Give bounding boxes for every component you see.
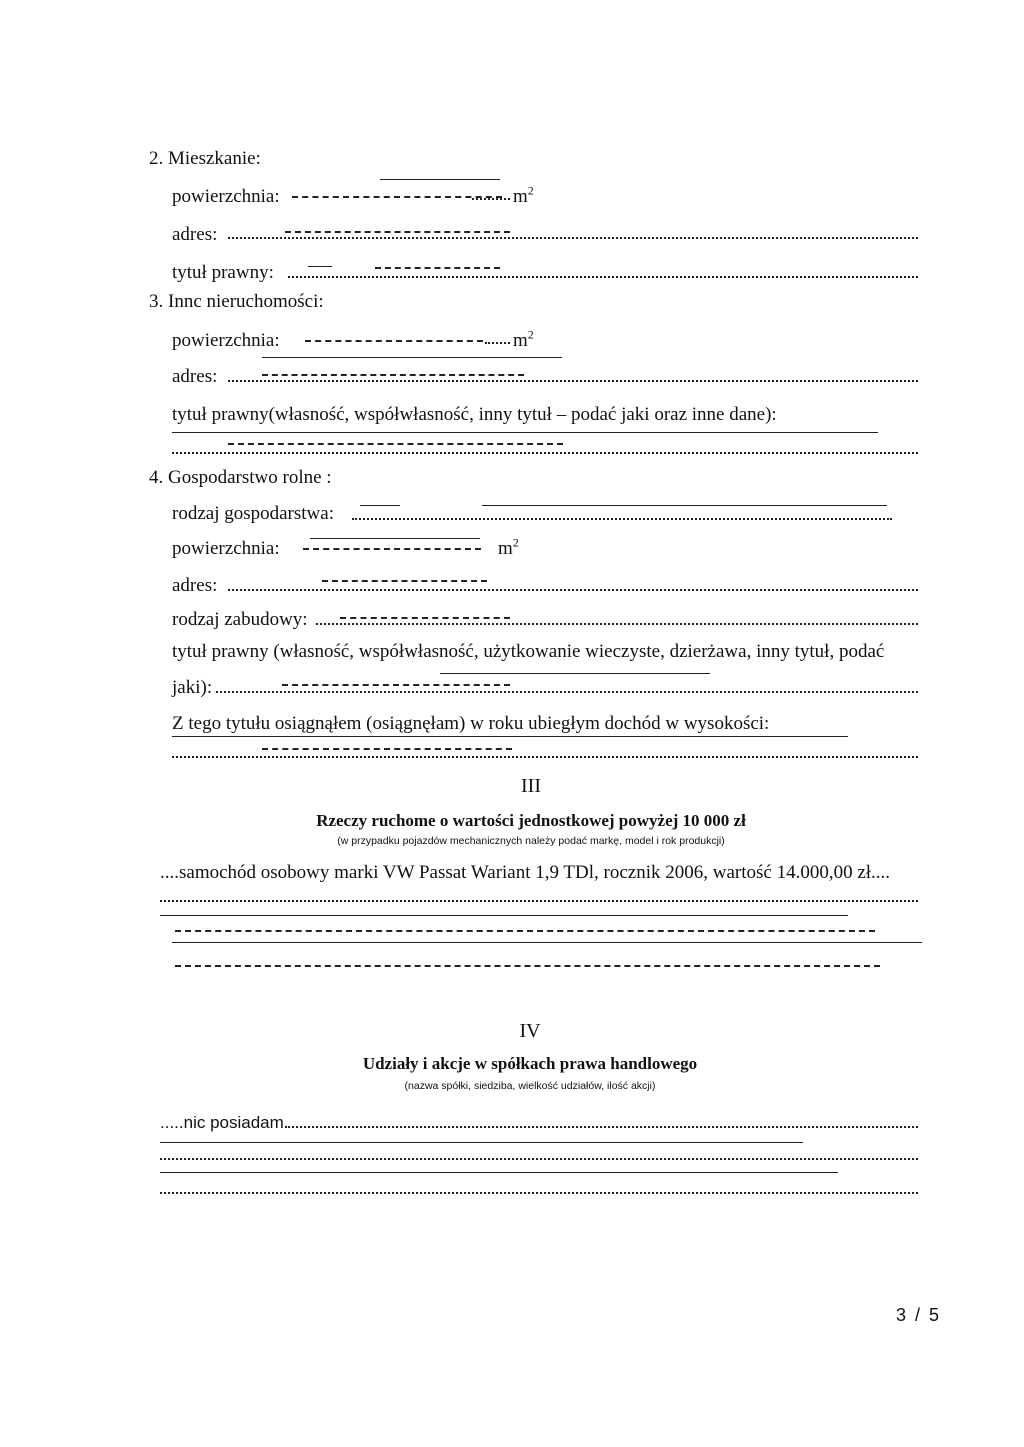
part-3-numeral: III — [521, 775, 541, 797]
sec4-income-label: Z tego tytułu osiągnąłem (osiągnęłam) w roku ubiegłym dochód w wysokości: — [172, 713, 770, 734]
sec4-area-field[interactable] — [303, 548, 481, 550]
sec3-title-field[interactable] — [172, 452, 918, 454]
sec3-area-dots — [485, 342, 510, 344]
sec4-buildings-field[interactable] — [316, 623, 918, 625]
sec4-buildings-label: rodzaj zabudowy: — [172, 609, 308, 630]
sec3-address-overline — [262, 357, 562, 358]
part-3-subheading: (w przypadku pojazdów mechanicznych należy podać markę, model i rok produkcji) — [337, 835, 725, 847]
sec4-title-label: tytuł prawny (własność, współwłasność, użytkowanie wieczyste, dzierżawa, inny tytuł, podać — [172, 641, 885, 662]
sec2-area-field[interactable] — [292, 196, 502, 198]
part-3-line-2 — [160, 915, 848, 916]
part-4-subheading: (nazwa spółki, siedziba, wielkość udziałów, ilość akcji) — [404, 1080, 656, 1092]
sec4-income-dash — [262, 748, 512, 750]
part-4-line-1 — [160, 1142, 803, 1143]
part-4-line-2[interactable] — [160, 1158, 918, 1160]
part-4-entry: .....nic posiadam. — [160, 1113, 289, 1132]
sec4-type-field[interactable] — [352, 518, 892, 520]
sec3-title-label: tytuł prawny(własność, współwłasność, inny tytuł – podać jaki oraz inne dane): — [172, 404, 777, 425]
sec2-title-dash — [375, 267, 500, 269]
sec3-area-unit: $m^2$ — [513, 327, 534, 351]
sec4-address-dash — [322, 580, 487, 582]
part-4-entry-dots[interactable] — [285, 1126, 918, 1128]
sec2-title-field[interactable] — [288, 276, 918, 278]
part-3-line-4 — [172, 942, 922, 943]
sec2-title-mark — [308, 266, 332, 267]
sec2-area-unit: $m^2$ — [513, 183, 534, 207]
section-3-heading: 3. Innc nieruchomości: — [149, 291, 324, 312]
part-4-line-4[interactable] — [160, 1192, 918, 1194]
sec4-type-mark2 — [482, 505, 887, 506]
sec3-area-field[interactable] — [305, 340, 483, 342]
sec4-income-field[interactable] — [172, 756, 918, 758]
sec2-area-label: powierzchnia: — [172, 186, 280, 207]
sec2-area-overline — [380, 179, 500, 180]
sec2-address-label: adres: — [172, 224, 218, 245]
sec2-area-row — [172, 186, 280, 208]
sec3-address-dash — [262, 374, 524, 376]
sec3-area-label: powierzchnia: — [172, 330, 280, 351]
sec2-area-dots — [472, 198, 510, 200]
sec4-title-label-cont: jaki): — [172, 677, 213, 698]
page-number: 3 / 5 — [896, 1305, 942, 1325]
sec3-title-rule — [172, 432, 878, 433]
sec4-area-unit: $m^2$ — [498, 535, 519, 559]
sec4-type-mark1 — [360, 505, 400, 506]
sec4-type-label: rodzaj gospodarstwa: — [172, 503, 334, 524]
sec4-address-label: adres: — [172, 575, 218, 596]
part-3-line-5[interactable] — [175, 965, 880, 967]
part-3-line-1[interactable] — [160, 900, 918, 902]
part-4-line-3 — [160, 1172, 838, 1173]
sec4-address-field[interactable] — [228, 589, 918, 591]
sec4-area-overline — [310, 538, 480, 539]
section-2-heading: 2. Mieszkanie: — [149, 148, 261, 169]
part-4-numeral: IV — [519, 1020, 541, 1042]
sec4-title-overline — [440, 673, 710, 674]
part-3-line-3[interactable] — [175, 930, 875, 932]
sec3-address-field[interactable] — [228, 380, 918, 382]
sec4-area-label: powierzchnia: — [172, 538, 280, 559]
sec4-income-rule — [172, 736, 848, 737]
sec4-title-dash — [282, 684, 510, 686]
sec2-title-label: tytuł prawny: — [172, 262, 274, 283]
section-4-heading: 4. Gospodarstwo rolne : — [149, 467, 332, 488]
sec4-title-field[interactable] — [216, 691, 918, 693]
sec2-address-dash — [285, 231, 510, 233]
sec3-title-dash — [228, 443, 563, 445]
part-3-entry: ....samochód osobowy marki VW Passat Wariant 1,9 TDl, rocznik 2006, wartość 14.000,00 zł.... — [160, 862, 891, 883]
part-3-heading: Rzeczy ruchome o wartości jednostkowej powyżej 10 000 zł — [316, 811, 746, 830]
sec4-buildings-dash — [340, 617, 510, 619]
sec3-address-label: adres: — [172, 366, 218, 387]
part-4-heading: Udziały i akcje w spółkach prawa handlowego — [362, 1054, 698, 1073]
sec2-address-field[interactable] — [228, 237, 918, 239]
